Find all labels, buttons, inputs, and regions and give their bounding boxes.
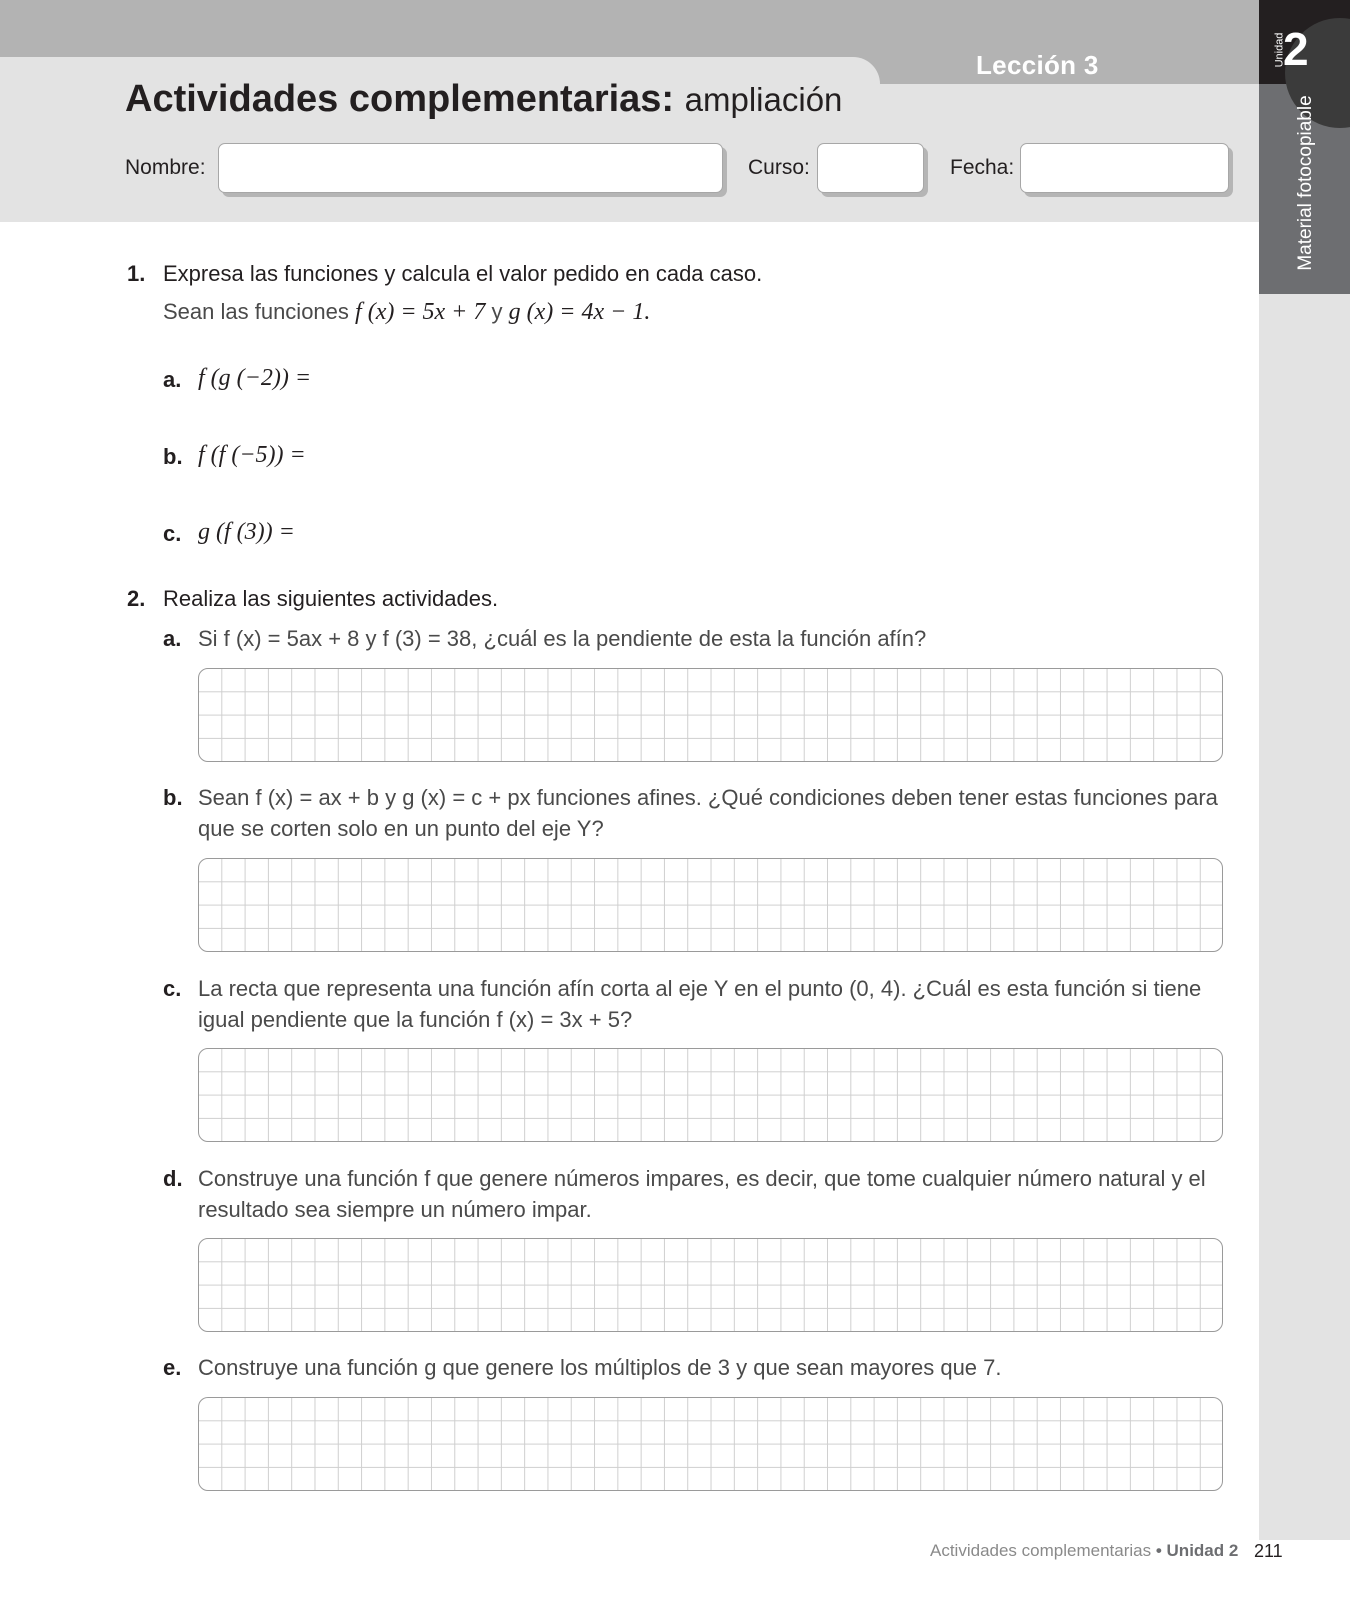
q2d-letter: d. xyxy=(163,1166,183,1191)
q1-heading: Expresa las funciones y calcula el valor pedido en cada caso. xyxy=(163,261,763,286)
q2c-text-line2: igual pendiente que la función f (x) = 3x + 5? xyxy=(198,1007,633,1032)
q1a-expr: f (g (−2)) = xyxy=(198,365,312,391)
q1-intro-prefix: Sean las funciones xyxy=(163,299,349,324)
q2-number: 2. xyxy=(127,586,146,611)
footer-text: Actividades complementarias xyxy=(930,1541,1152,1560)
q1-intro-g: g (x) = 4x − 1. xyxy=(508,299,651,325)
curso-label: Curso: xyxy=(748,156,810,179)
page-title-sub: ampliación xyxy=(684,81,843,118)
curso-field[interactable] xyxy=(817,143,924,193)
q1-number: 1. xyxy=(127,261,146,286)
q2e-letter: e. xyxy=(163,1355,182,1380)
page-title xyxy=(125,78,842,121)
q1-intro-f: f (x) = 5x + 7 xyxy=(355,299,486,325)
q2a-answer-grid[interactable] xyxy=(198,668,1223,762)
nombre-field[interactable] xyxy=(218,143,723,193)
q2-heading: Realiza las siguientes actividades. xyxy=(163,586,499,611)
footer-label xyxy=(930,1541,1238,1561)
page-title-main: Actividades complementarias: xyxy=(125,78,675,120)
q2d-text-line2: resultado sea siempre un número impar. xyxy=(198,1197,592,1222)
q2b-letter: b. xyxy=(163,785,183,810)
q2a-text: Si f (x) = 5ax + 8 y f (3) = 38, ¿cuál es la pendiente de esta la función afín? xyxy=(198,626,927,651)
q2c-text-line1: La recta que representa una función afín corta al eje Y en el punto (0, 4). ¿Cuál es esta función si tiene xyxy=(198,976,1202,1001)
q2b-answer-grid[interactable] xyxy=(198,858,1223,952)
nombre-label: Nombre: xyxy=(125,156,206,179)
q2a-letter: a. xyxy=(163,626,182,651)
material-fotocopiable-label: Material fotocopiable xyxy=(1295,95,1316,271)
q2d-answer-grid[interactable] xyxy=(198,1238,1223,1332)
q1-intro xyxy=(163,299,650,326)
q1-intro-y: y xyxy=(491,299,503,324)
page-number: 211 xyxy=(1254,1541,1283,1561)
q2d-text-line1: Construye una función f que genere números impares, es decir, que tome cualquier número natural y el xyxy=(198,1166,1206,1191)
fecha-field[interactable] xyxy=(1020,143,1229,193)
q1a-letter: a. xyxy=(163,367,182,392)
q1b-letter: b. xyxy=(163,444,183,469)
q2c-letter: c. xyxy=(163,976,182,1001)
footer-unit: Unidad 2 xyxy=(1166,1541,1239,1560)
q2e-text: Construye una función g que genere los múltiplos de 3 y que sean mayores que 7. xyxy=(198,1355,1002,1380)
q2c-answer-grid[interactable] xyxy=(198,1048,1223,1142)
unit-word: Unidad xyxy=(1273,32,1286,68)
unit-number: 2 xyxy=(1283,23,1309,75)
lesson-label: Lección 3 xyxy=(976,50,1099,80)
q1c-letter: c. xyxy=(163,521,182,546)
fecha-label: Fecha: xyxy=(950,156,1015,179)
footer-bullet: • xyxy=(1155,1541,1162,1560)
q2b-text-line1: Sean f (x) = ax + b y g (x) = c + px funciones afines. ¿Qué condiciones deben tener estas funciones para xyxy=(198,785,1218,810)
q1c-expr: g (f (3)) = xyxy=(198,519,295,545)
q2b-text-line2: que se corten solo en un punto del eje Y? xyxy=(198,816,604,841)
q2e-answer-grid[interactable] xyxy=(198,1397,1223,1491)
q1b-expr: f (f (−5)) = xyxy=(198,442,306,468)
